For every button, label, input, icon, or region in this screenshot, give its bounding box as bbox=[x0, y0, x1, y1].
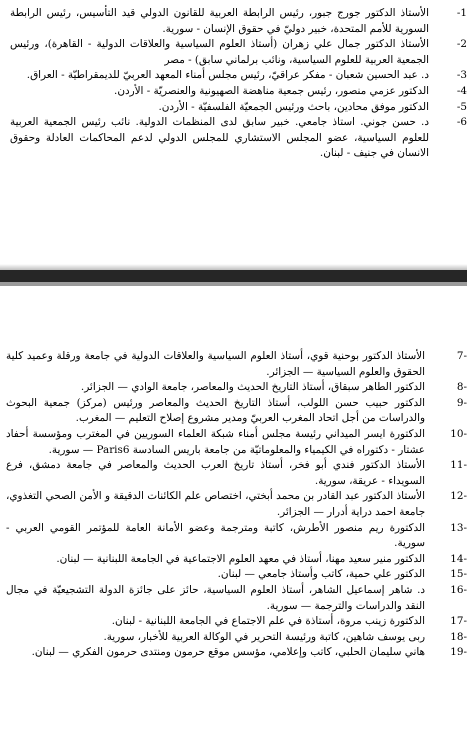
list-item-number: 6- bbox=[456, 116, 467, 129]
list-item-number: -12 bbox=[450, 490, 467, 503]
signatories-list-top bbox=[0, 6, 467, 162]
list-item-number: -9 bbox=[456, 396, 467, 409]
list-item-number: -19 bbox=[450, 646, 467, 659]
list-item bbox=[0, 396, 467, 427]
list-item bbox=[0, 6, 467, 37]
list-item bbox=[0, 349, 467, 380]
list-item-text: الدكتورة ايسر الميداني رئيسة مجلس أمناء شبكة العلماء السوريين في المغترب ومؤسسة أحفاد عشتار - دكتوراه في الكيمياء والمعلوماتيّة من جامعة باريس السادسة Paris6 — سورية. bbox=[6, 427, 425, 456]
list-item-text: الأستاذ الدكتور بوحنية قوي، أستاذ العلوم السياسية والعلاقات الدولية في جامعة ورقلة وعميد كلية الحقوق والعلوم السياسية — الجزائر. bbox=[6, 350, 425, 378]
list-item bbox=[0, 567, 467, 583]
list-item-text: الأستاذ الدكتور جمال علي زهران (أستاذ العلوم السياسية والعلاقات الدولية - القاهرة)، ورئيس الجمعية العربية للعلوم السياسية، ونائب برلماني سابق) - مصر bbox=[10, 38, 429, 66]
list-item-text: ربى يوسف شاهين، كاتبة ورئيسة التحرير في الوكالة العربية للأخبار، سورية. bbox=[103, 630, 425, 643]
list-item bbox=[0, 521, 467, 552]
list-item-number: -13 bbox=[450, 521, 467, 534]
list-item-number: -15 bbox=[450, 568, 467, 581]
list-item bbox=[0, 115, 467, 162]
page-break-band bbox=[0, 270, 467, 282]
page-break-edge bbox=[0, 282, 467, 286]
list-item-number: 5- bbox=[456, 100, 467, 113]
list-item-text: د. حسن جوني. استاذ جامعي. خبير سابق لدى المنظمات الدولية. نائب رئيس الجمعية العربية للعلوم السياسية، عضو المجلس الاستشاري للمجلس الدولي لدعم المحاكمات العادلة وحقوق الانسان في جنيف - لبنان. bbox=[10, 116, 429, 160]
list-item-text: الدكتور حبيب حسن اللولب، أستاذ التاريخ الحديث والمعاصر ورئيس (مركز) جمعية البحوث والدراسات من أجل اتحاد المغرب العربيّ ومدير مشروع إصلاح التعليم — المغرب. bbox=[6, 396, 425, 425]
list-item-number: -14 bbox=[450, 552, 467, 565]
list-item-text: الدكتور منير سعيد مهنا، أستاذ في معهد العلوم الاجتماعية في الجامعة اللبنانية — لبنان. bbox=[56, 552, 425, 565]
list-item-text: الدكتور عزمي منصور، رئيس جمعية مناهضة الصهيونية والعنصريّة - الأردن. bbox=[114, 84, 429, 97]
list-item-text: الدكتور موفق محادين، باحث ورئيس الجمعيّة الفلسفيّة - الأردن. bbox=[158, 100, 429, 113]
list-item-text: الدكتور علي حمية، كاتب وأستاذ جامعي — لبنان. bbox=[217, 568, 425, 581]
list-item bbox=[0, 630, 467, 646]
list-item-number: -17 bbox=[450, 615, 467, 628]
list-item bbox=[0, 552, 467, 568]
list-item bbox=[0, 583, 467, 614]
list-item-number: 1- bbox=[456, 7, 467, 19]
list-item bbox=[0, 458, 467, 489]
list-item-number: -8 bbox=[456, 381, 467, 394]
list-item-text: د. شاهر إسماعيل الشاهر، أستاذ العلوم السياسية، حائز على جائزة الدولة التشجيعيّة في مجال النقد والدراسات والترجمة — سورية. bbox=[6, 583, 425, 612]
list-item-text: الأستاذ الدكتور عبد القادر بن محمد أبختي، اختصاص علم الكائنات الدقيقة و الأمن الصحي التغذوي، جامعة احمد دراية أدرار — الجزائر. bbox=[6, 490, 425, 518]
list-item-text: الدكتورة ريم منصور الأطرش، كاتبة ومترجمة وعضو الأمانة العامة للمؤتمر القومي العربي - سورية. bbox=[6, 521, 425, 550]
list-item-number: 2- bbox=[456, 38, 467, 51]
list-item-text: الأستاذ الدكتور فندي أبو فخر، أستاذ تاريخ العرب الحديث والمعاصر في جامعة دمشق، فرع السويداء - عريقة، سورية. bbox=[6, 459, 425, 487]
list-item bbox=[0, 645, 467, 661]
list-item-number: -16 bbox=[450, 583, 467, 596]
list-item-text: الدكتورة زينب مروة، أستاذة في علم الاجتماع في الجامعة اللبنانية - لبنان. bbox=[111, 615, 425, 628]
list-item-text: الدكتور الطاهر سبقاق، أستاذ التاريخ الحديث والمعاصر، جامعة الوادي — الجزائر. bbox=[80, 381, 425, 394]
list-item-text: د. عبد الحسين شعبان - مفكر عراقيّ، رئيس مجلس أمناء المعهد العربيّ للديمقراطيّة - العراق. bbox=[26, 69, 429, 82]
list-item bbox=[0, 84, 467, 100]
list-item-number: -18 bbox=[450, 630, 467, 643]
list-item bbox=[0, 427, 467, 458]
list-item bbox=[0, 68, 467, 84]
list-item bbox=[0, 380, 467, 396]
list-item bbox=[0, 37, 467, 68]
list-item-text: الأستاذ الدكتور جورج جبور، رئيس الرابطة العربية للقانون الدولي قيد التأسيس، رئيس الرابطة السورية للأمم المتحدة، خبير دوليّ في حقوق الإنسان - سورية. bbox=[10, 7, 429, 35]
list-item-number: -11 bbox=[450, 459, 467, 472]
list-item bbox=[0, 614, 467, 630]
list-item-number: 4- bbox=[456, 84, 467, 97]
list-item-text: هاني سليمان الحلبي، كاتب وإعلامي، مؤسس موقع حرمون ومنتدى حرمون الفكري — لبنان. bbox=[31, 646, 425, 659]
list-item-number: 3- bbox=[456, 69, 467, 82]
list-item bbox=[0, 100, 467, 116]
list-item-number: -10 bbox=[450, 427, 467, 440]
signatories-list-bottom bbox=[0, 349, 467, 661]
list-item bbox=[0, 489, 467, 520]
list-item-number: -7 bbox=[456, 350, 467, 362]
